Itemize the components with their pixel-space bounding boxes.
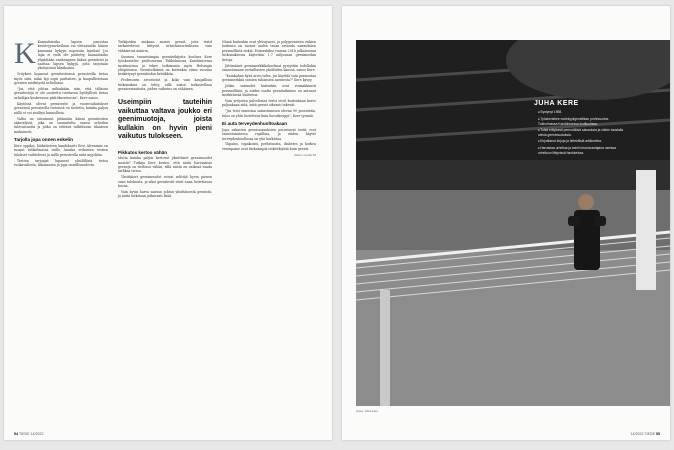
article-paragraph: Kannattaisiko lapsen panostaa kestävyysurheiluun vai viittaavatko hänen kantansa kykyyn nopeisiin lajeihin? Jos lajia ei vielä ole päätetty, kannattaako ylipäätään vanhempien hakea geenitesti ja saattaa lapsen kykyjä, joita tarjotaan yksityisissä klinikoissa.: [37, 40, 108, 71]
article-paragraph: Jopa vakavien geenisairauksien perustuvat testit ovat ennustamisessa rajallisia, ja niiden käyttö terveydenhuollossa on yhä harkittua.: [222, 127, 316, 141]
right-page-number: 55: [656, 432, 660, 436]
article-paragraph: Nämä kuitenkin ovat yleistyneet, ja polygeenisten riskien laskenta on tuonut uuden tavan arvioida sairauksien perinnöllistä riskiä. Esimerkiksi vuonna 2018 julkaistussa tutkimuksessa käytettiin 1,7 miljoonan geenimerkin tietoja.: [222, 40, 316, 62]
article-paragraph: Ylipaino, tupakointi, perhetausta, diabetes ja korkea verenpaine ovat tärkeämpiä riskitekijöitä kuin geenit.: [222, 142, 316, 151]
right-page: [342, 6, 670, 440]
subheading: Pikkutos kertoo vähän: [118, 149, 168, 155]
issue: 14/2022: [30, 432, 44, 436]
profile-name: JUHA KERE: [534, 100, 579, 107]
article-paragraph: Testien tarjoajat lupaavat yksilöllistä tietoa ruokavaliosta, liikunnasta ja jopa onnellisuudesta.: [14, 158, 108, 167]
dropcap: K: [14, 37, 36, 70]
profile-fact: ■ Työskentelee molekyyligenetiikan professorina Tukholmassa Karoliinisessa instituutissa.: [538, 117, 626, 126]
subheading: Tarjolla jopa onnen enkelin: [14, 137, 73, 143]
profile-sidebar: [534, 100, 626, 157]
article-paragraph: Kere oppilas, lääketieteen kandidaatti Eevi Alvenman on tuonut tutkielmassa esille, kuinka erilaisten testien tulokset vaihtelevat ja millä perusteella niitä myydään.: [14, 143, 108, 157]
article-column-1: [14, 37, 108, 169]
photo-illustration: [356, 40, 670, 406]
article-paragraph: Tutkijoiden mukaan monet geenit, joita testit tarkastelevat, liittyvät urheilusuoritukseen vain vähäisessä määrin.: [118, 40, 212, 53]
brand: TIEDE: [644, 432, 655, 436]
profile-fact: ■ Syntynyt 1958.: [538, 110, 626, 115]
subheading: Ei auta terveydenhuoltoakaan: [222, 121, 288, 126]
left-page: [4, 6, 332, 440]
profile-fact: ■ Tutkii erityisesti perinnöllisiä sairauksia ja niiden taustalla olevia geenimuutoksia.: [538, 128, 626, 137]
article-paragraph: "Jos, että johtaa mihinkään, niin, että tällaisia geenitestejä ei ole osoitettu tuottavan hyödyllistä tietoa urheilijaa koskevassa päätöksenteossa", Kere sanoo.: [14, 87, 108, 100]
article-column-3: [222, 40, 316, 159]
portrait-photo: [356, 40, 670, 406]
continued-note: Jatkuu sivulla 56: [293, 152, 316, 157]
article-paragraph: Vain hyvin harva sairaus johtuu yksittäisestä geenistä, ja näitä tutkitaan jatkuvasti lisää.: [118, 190, 212, 199]
article-paragraph: Jättimäiset geenimerkkikokoelmat pystyttiin todellakin ennustamaan vertailtavien yksilöiden kanssa, sanoo Kere.: [222, 63, 316, 72]
article-paragraph: Valtio on sitoutunut pitämään kiinni geenitestien sääntelystä, joka on suunniteltu ennen urheilun tulevaisuutta ja jotka on tehtävä tutkittavan tilanteen mukaisesti.: [14, 116, 108, 134]
profile-fact: ■ Kirjoittanut kirjoja ja tieteellisiä artikkeleita.: [538, 139, 626, 144]
brand: TIEDE: [18, 432, 30, 436]
photo-caption: Kuva: Juha Kere: [356, 409, 379, 413]
left-page-number: 54: [14, 432, 18, 436]
article-paragraph: Vain yritysten palvelemat testit eivät kuitenkaan kerro paljoakaan siitä, mitä geenit oikeasti tekevät.: [222, 98, 316, 108]
right-footer: [630, 432, 660, 436]
article-paragraph: Jotkin sairaudet kuitenkin ovat voimakkaasti perinnöllisiä, ja niiden osalta geenitutkimus on antanut merkittävää lisätietoa.: [222, 84, 316, 97]
article-paragraph: Professorin arvostetut ja koko vain kaupallisia tutkimuksia on tehty, sillä niissä tarkastellaan geenivariaatioita, joiden vaikutus on vähäinen.: [118, 78, 212, 92]
left-footer: [14, 432, 44, 436]
profile-facts: [534, 110, 626, 155]
issue: 14/2022: [630, 432, 644, 436]
article-paragraph: Mutta kuinka paljon kertovat yksittäiset geenimuodot meistä? Tutkija Kere kertoo, että näitä harvinaisia geenejä on tiedossa vähän, sillä niistä on vaikeaa saada tarkkaa tietoa.: [118, 156, 212, 174]
article-paragraph: Yksittäiset geenimuodot voivat selittää hyvin pienen osan tuloksista, ja siksi geenitestit eivät anna luotettavaa kuvaa.: [118, 175, 212, 189]
article-paragraph: Suomen tunnetuimpia geenitutkijoita kuuluva Kere työskentelee professorina Tukholmassa Karoliinisessa instituutissa ja tekee tutkimusta myös Helsingin yliopistossa. Geenitutkimus on kuitenkin viime vuosina keskittynyt geenitiedon kritiikkiin.: [118, 54, 212, 77]
pull-quote: Useimpiin tauteihin vaikuttaa valtava joukko eri geenimuotoja, joista kullakin on hyvin pieni vaikutus tulokseen.: [118, 99, 212, 141]
article-paragraph: Käytössä olevat geenitestit ja vuorovaikutukset geeneissä perusteella testeissä on tuotettu, kuinka paljon niillä ei voi sisältyä kunnollista.: [14, 101, 108, 115]
article-paragraph: "Kuinkahan hyvä arvio tulee, jos käyttää vain pariasataa geenimerkkiä satoien tuhansien asemesta?" Kere kysyy.: [222, 73, 317, 83]
profile-fact: ■ Harrastaa urheilua ja toimii neuvonantajana useissa urheiluun liittyvissä hankkeissa.: [538, 146, 626, 155]
article-paragraph: Yritykset lupaavat geenitestiensä perusteella tietoa myös siitä, mikä laji sopii parhaiten, ja kaupallistetaan geenien merkitystä urheilussa.: [14, 72, 108, 86]
article-paragraph: "Jos testi ennustaa sairastumisen olevan 90 prosenttia, tulos on yhtä luotettava kuin horoskooppi", Kere tyrmää.: [222, 109, 316, 118]
article-column-2: [118, 40, 212, 200]
